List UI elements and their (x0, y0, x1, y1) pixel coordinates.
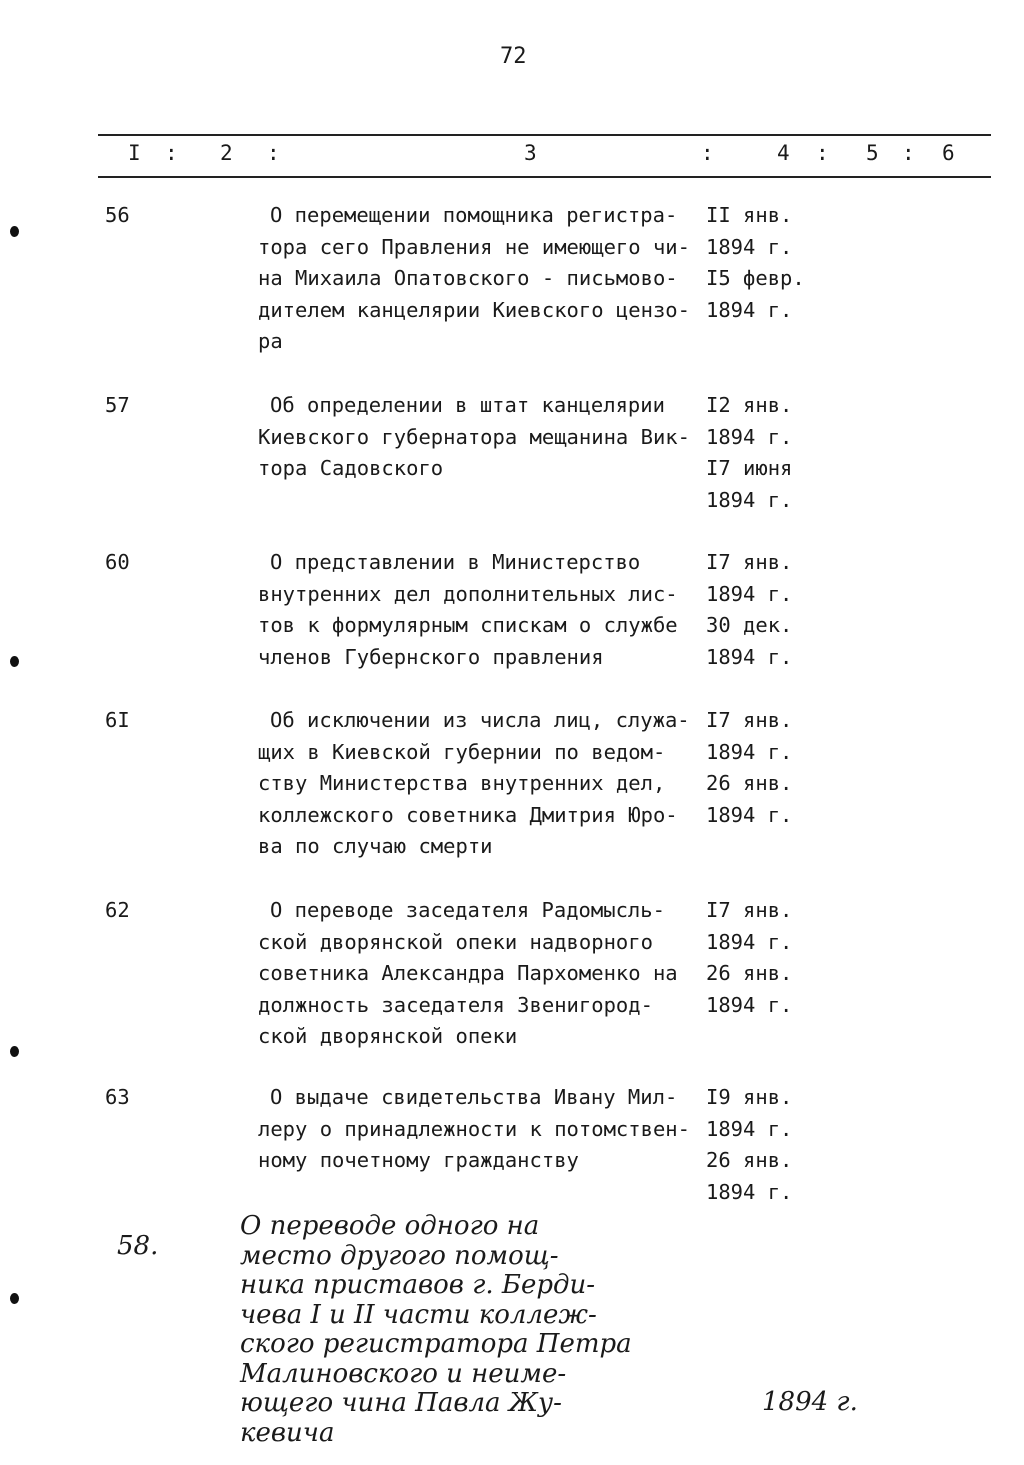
column-separator: : (165, 141, 178, 165)
entry-description (258, 547, 678, 673)
binder-hole (10, 656, 19, 667)
date-line: 1894 г. (706, 644, 793, 669)
description-line: ва по случаю смерти (258, 834, 493, 858)
date-line: 1894 г. (706, 424, 793, 449)
handwritten-entry-number: 58. (117, 1231, 159, 1261)
handwritten-line: ника приставов г. Берди- (240, 1270, 596, 1300)
entry-dates (706, 1082, 792, 1208)
description-line: тора Садовского (258, 456, 444, 480)
column-separator: : (816, 141, 829, 165)
description-line: дителем канцелярии Киевского цензо- (258, 297, 690, 322)
column-header: 4 (777, 141, 790, 165)
description-line: членов Губернского правления (258, 644, 604, 669)
date-line: 1894 г. (706, 297, 793, 322)
handwritten-line: кевича (240, 1417, 335, 1448)
description-line: советника Александра Пархоменко на (258, 961, 678, 985)
date-line: I5 февр. (706, 266, 805, 290)
description-line: ской дворянской опеки (258, 1024, 518, 1048)
handwritten-line: место другого помощ- (240, 1240, 559, 1271)
date-line: I7 янв. (706, 550, 793, 574)
date-line: 1894 г. (706, 487, 793, 512)
column-separator: : (902, 141, 915, 165)
description-line: О переводе заседателя Радомысль- (270, 898, 665, 922)
binder-hole (10, 1293, 19, 1304)
description-line: ской дворянской опеки надворного (258, 929, 653, 954)
column-header: 6 (942, 141, 955, 165)
entry-number: 6I (105, 708, 130, 732)
description-line: ному почетному гражданству (258, 1148, 579, 1172)
description-line: Об определении в штат канцелярии (270, 393, 665, 417)
description-line: ству Министерства внутренних дел, (258, 771, 666, 795)
description-line: тов к формулярным спискам о службе (258, 613, 678, 637)
date-line: 1894 г. (706, 739, 793, 764)
date-line: 1894 г. (706, 929, 793, 954)
column-header: I (128, 141, 141, 165)
date-line: 26 янв. (706, 1148, 793, 1172)
description-line: О перемещении помощника регистра- (270, 203, 678, 227)
handwritten-line: чева I и II части коллеж- (240, 1299, 597, 1330)
column-separator: : (701, 141, 714, 165)
description-line: щих в Киевской губернии по ведом- (258, 739, 666, 764)
description-line: О выдаче свидетельства Ивану Мил- (270, 1085, 678, 1109)
date-line: 26 янв. (706, 961, 793, 985)
entry-description (258, 895, 678, 1053)
entry-number: 56 (105, 203, 130, 227)
description-line: Киевского губернатора мещанина Вик- (258, 424, 690, 449)
description-line: должность заседателя Звенигород- (258, 992, 653, 1017)
column-separator: : (267, 141, 280, 165)
entry-description (258, 705, 690, 863)
description-line: на Михаила Опатовского - письмово- (258, 266, 678, 290)
column-header: 2 (220, 141, 233, 165)
date-line: 1894 г. (706, 802, 793, 827)
description-line: тора сего Правления не имеющего чи- (258, 234, 690, 259)
date-line: 1894 г. (706, 234, 793, 259)
entry-number: 60 (105, 550, 130, 574)
date-line: I9 янв. (706, 1085, 793, 1109)
column-header: 5 (866, 141, 879, 165)
handwritten-entry-date: 1894 г. (762, 1387, 858, 1417)
date-line: II янв. (706, 203, 793, 227)
description-line: О представлении в Министерство (270, 550, 641, 574)
entry-description (258, 200, 690, 358)
date-line: 1894 г. (706, 992, 793, 1017)
handwritten-line: Малиновского и неиме- (240, 1358, 567, 1389)
date-line: I2 янв. (706, 393, 793, 417)
table-top-rule (98, 134, 991, 136)
date-line: I7 июня (706, 456, 793, 480)
entry-number: 62 (105, 898, 130, 922)
handwritten-line: О переводе одного на (240, 1211, 540, 1241)
entry-dates (706, 390, 792, 516)
entry-dates (706, 895, 792, 1021)
binder-hole (10, 226, 19, 237)
entry-description (258, 390, 690, 485)
date-line: I7 янв. (706, 708, 793, 732)
binder-hole (10, 1046, 19, 1057)
entry-dates (706, 547, 792, 673)
date-line: 1894 г. (706, 1179, 793, 1204)
description-line: леру о принадлежности к потомствен- (258, 1116, 690, 1141)
entry-description (258, 1082, 690, 1177)
date-line: 1894 г. (706, 581, 793, 606)
date-line: 26 янв. (706, 771, 793, 795)
description-line: Об исключении из числа лиц, служа- (270, 708, 690, 732)
handwritten-entry-text (240, 1212, 632, 1448)
entry-number: 57 (105, 393, 130, 417)
column-header: 3 (524, 141, 537, 165)
description-line: коллежского советника Дмитрия Юро- (258, 802, 678, 827)
handwritten-line: ского регистратора Петра (240, 1329, 632, 1359)
description-line: ра (258, 329, 283, 353)
entry-number: 63 (105, 1085, 130, 1109)
page-number: 72 (500, 44, 527, 69)
table-header-rule (98, 176, 991, 178)
date-line: 30 дек. (706, 613, 793, 637)
handwritten-line: ющего чина Павла Жу- (240, 1388, 562, 1418)
date-line: 1894 г. (706, 1116, 793, 1141)
date-line: I7 янв. (706, 898, 793, 922)
entry-dates (706, 200, 805, 326)
entry-dates (706, 705, 792, 831)
description-line: внутренних дел дополнительных лис- (258, 581, 678, 606)
